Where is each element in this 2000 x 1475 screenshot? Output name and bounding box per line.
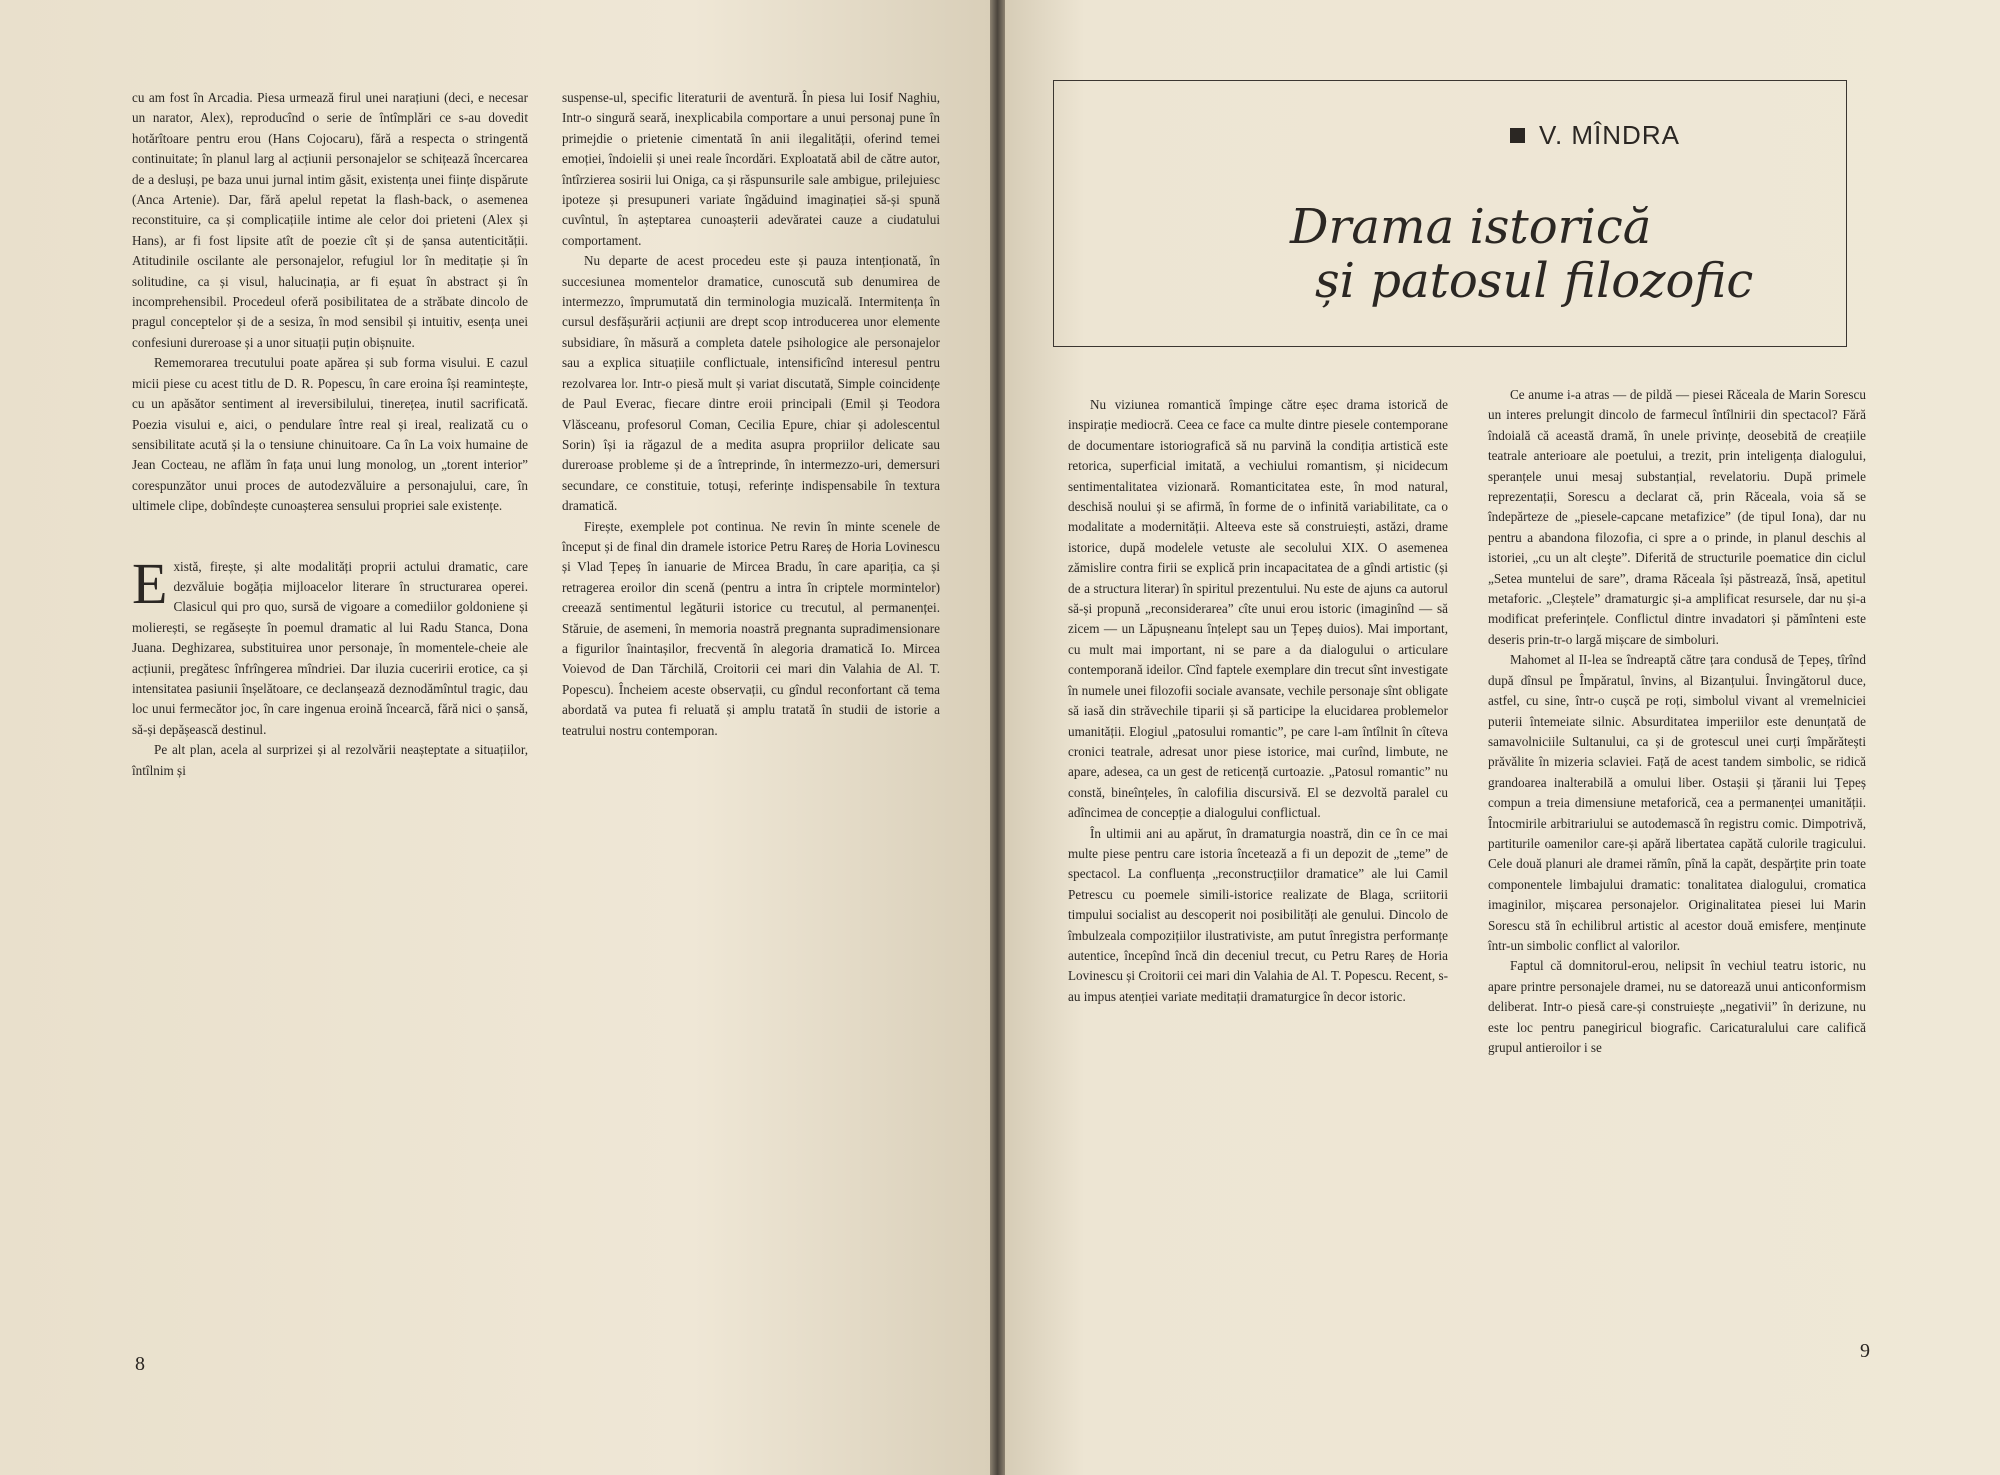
- left-page: [0, 0, 990, 1475]
- paragraph: Nu departe de acest procedeu este și pauza intenționată, în succesiunea momentelor dramatice, cunoscută sub denumirea de intermezzo, împrumutată din terminologia muzicală. Intermitența în cursul desfășurării acțiunii are drept scop introducerea unor elemente subsidiare, în măsură a completa datele psihologice ale personajelor sau a explica situațiile conflictuale, intensificînd interesul pentru rezolvarea lor. Intr-o piesă mult și variat discutată, Simple coincidențe de Paul Everac, fiecare dintre eroii principali (Emil și Teodora Vlăsceanu, profesorul Coman, Cecilia Epure, chiar și adolescentul Sorin) își ia răgazul de a medita asupra propriilor delicate sau dureroase probleme și de a întreprinde, în intermezzo-uri, demersuri secundare, ce constituie, totuși, referințe indispensabile în textura dramatică.: [562, 253, 940, 514]
- paragraph-text: xistă, firește, și alte modalități proprii actului dramatic, care dezvăluie bogăția mijloacelor literare în structurarea operei. Clasicul qui pro quo, sursă de vigoare a comediilor goldoniene și molierești, se regăsește în poemul dramatic al lui Radu Stanca, Dona Juana. Deghizarea, substituirea unor personaje, în momentele-cheie ale acțiunii, pregătesc înfrîngerea mîndriei. Dar iluzia cuceririi erotice, ca și intensitatea pasiunii înșelătoare, ce declanșează deznodămîntul tragic, dau loc unui fermecător joc, în care ingenua eroină încearcă, fără nici o șansă, să-și depășească destinul.: [132, 558, 528, 737]
- article-title: [1290, 200, 1830, 308]
- paragraph: Rememorarea trecutului poate apărea și sub forma visului. E cazul micii piese cu acest titlu de D. R. Popescu, în care eroina își reamintește, cu un apăsător sentiment al ireversibilului, tinerețea, inutil sacrificată. Poezia visului e, aici, o pendulare între real și ireal, realizată cu o sensibilitate acută și la o tensiune chinuitoare. Ca în La voix humaine de Jean Cocteau, ne aflăm în fața unui lung monolog, un „torent interior” corespunzător unui proces de autodezvăluire a personajului, care, în ultimele clipe, dobîndește cunoașterea sensului propriei sale existențe.: [132, 355, 528, 514]
- title-line-2: și patosul filozofic: [1315, 253, 1754, 309]
- author-text: V. MÎNDRA: [1539, 120, 1680, 150]
- paragraph: Pe alt plan, acela al surprizei și al rezolvării neașteptate a situațiilor, întîlnim și: [132, 742, 528, 778]
- paragraph: Nu viziunea romantică împinge către eșec drama istorică de inspirație mediocră. Ceea ce face ca multe dintre piesele contemporane de documentare istoriografică să nu parvină la condiția artistică este retorica, superficial imitată, a vechiului romantism, și nicidecum sentimentalitatea vizionară. Romanticitatea este, în mod natural, deschisă noului și se afirmă, în forme de o infinită variabilitate, ca o modalitate a modernității. Alteeva este să construiești, astăzi, drame istorice, după modelele vetuste ale secolului XIX. O asemenea zămislire contra firii se explică prin incapacitatea de a gîndi artistic (și de a structura literar) în spiritul prezentului. Nu este de ajuns ca autorul să-și propună „reconsiderarea” cîte unui erou istoric (imaginînd — să zicem — un Lăpușneanu înțelept sau un Țepeș duios). Mai important, cu mult mai important, ni se pare a da dialogului o articulare contemporană ideilor. Cînd faptele exemplare din trecut sînt investigate în numele unei filozofii sociale avansate, vechile personaje sînt obligate să iasă din străvechile tiparii și să participe la elucidarea problemelor umanității. Elogiul „patosului romantic”, pe care l-am întîlnit în cîteva cronici teatrale, adresat unor piese istorice, mai curînd, limbute, ne apare, adesea, ca un gest de reticență curtoazie. „Patosul romantic” nu constă, bineînțeles, în calofilia discursivă. El se dezvoltă paralel cu adîncimea de concepție a dialogului conflictual.: [1068, 397, 1448, 821]
- title-line-1: Drama istorică: [1290, 199, 1652, 255]
- author-name: [1510, 120, 1680, 151]
- paragraph: Ce anume i-a atras — de pildă — piesei Răceala de Marin Sorescu un interes prelungit dincolo de farmecul întîlnirii din spectacol? Fără îndoială că această dramă, în unele privințe, deosebită de creațiile teatrale anterioare ale poetului, a trezit, prin inteligența dialogului, speranțele unui mesaj substanțial, revelatoriu. După primele reprezentații, Sorescu a declarat că, prin Răceala, voia să se îndepărteze de „piesele-capcane metafizice” (de tipul Iona), dar nu pentru a abandona filozofia, ci spre a o prinde, in planul deschis al istoriei, „cu un alt cleşte”. Diferită de structurile poematice din ciclul „Setea muntelui de sare”, drama Răceala își păstrează, însă, apetitul metaforic. „Cleștele” dramaturgic și-a amplificat resursele, dar nu și-a modificat preferințele. Conflictul dintre invadatori și pămînteni este deseris prin-tr-o largă mișcare de simboluri.: [1488, 387, 1866, 647]
- paragraph: [132, 550, 528, 741]
- paragraph: În ultimii ani au apărut, în dramaturgia noastră, din ce în ce mai multe piese pentru care istoria încetează a fi un depozit de „teme” de spectacol. La confluența „reconstrucțiilor dramatice” ale lui Camil Petrescu cu poemele simili-istorice realizate de Blaga, scriitorii timpului socialist au descoperit noi posibilități ale genului. Dincolo de îmbulzeala compozițiilor ilustrativiste, am putut înregistra performanțe autentice, începînd încă din deceniul trecut, cu Petru Rareș de Horia Lovinescu și Croitorii cei mari din Valahia de Al. T. Popescu. Recent, s-au impus atenției variate meditații dramaturgice în decor istoric.: [1068, 825, 1448, 1004]
- right-column-1: [1068, 395, 1448, 1007]
- paragraph: suspense-ul, specific literaturii de aventură. În piesa lui Iosif Naghiu, Intr-o singură seară, inexplicabila comportare a unui personaj pune în primejdie o prietenie cimentată în anii ilegalității, oferind temei emoției, îndoielii și unei reale încordări. Exploatată abil de către autor, întîrzierea sosirii lui Oniga, ca și răspunsurile sale ambigue, prilejuiesc ipoteze și presupuneri variate îngăduind imaginației să-și spună cuvîntul, în așteptarea cunoașterii adevăratei cauze a ciudatului comportament.: [562, 90, 940, 248]
- page-number: 9: [1860, 1340, 1870, 1362]
- paragraph: Faptul că domnitorul-erou, nelipsit în vechiul teatru istoric, nu apare printre personajele dramei, nu se datorează unui anticonformism deliberat. Intr-o piesă care-și construiește „negativii” în derizune, nu este loc pentru panegiricul biografic. Caricaturalului care califică grupul antieroilor i se: [1488, 958, 1866, 1055]
- square-bullet-icon: [1510, 128, 1525, 143]
- left-column-2: [562, 88, 940, 741]
- left-column-1: [132, 88, 528, 781]
- book-gutter: [990, 0, 1005, 1475]
- drop-cap: E: [132, 550, 168, 616]
- page-number: 8: [135, 1353, 145, 1375]
- right-column-2: [1488, 385, 1866, 1058]
- paragraph: Firește, exemplele pot continua. Ne revin în minte scenele de început și de final din dramele istorice Petru Rareș de Horia Lovinescu și Vlad Țepeș în ianuarie de Mircea Bradu, în care apariția, ca și retragerea eroilor din scenă (pentru a intra în criptele mormintelor) creează sentimentul legăturii istorice cu trecutul, al permanenței. Stăruie, de asemeni, în memoria noastră pregnanta supradimensionare a figurilor înaintașilor, frecventă în alegoria dramatică Io. Mircea Voievod de Dan Tărchilă, Croitorii cei mari din Valahia de Al. T. Popescu). Încheiem aceste observații, cu gîndul reconfortant că tema abordată va putea fi reluată și amplu tratată în studii de istorie a teatrului nostru contemporan.: [562, 518, 940, 738]
- paragraph: cu am fost în Arcadia. Piesa urmează firul unei narațiuni (deci, e necesar un narator, Alex), reproducînd o serie de întîmplări ce s-au dovedit hotărîtoare pentru erou (Hans Cojocaru), fără a respecta o stringentă continuitate; în planul larg al acțiunii personajelor se schițează încercarea de a desluși, pe baza unui jurnal intim găsit, existența unei ființe dispărute (Anca Artenie). Dar, fără apelul repetat la flash-back, o asemenea reconstituire, ca și complicațiile intime ale celor doi prieteni (Alex și Hans), ar fi fost lipsite atît de poezie cît și de șansa autenticității. Atitudinile oscilante ale personajelor, refugiul lor în meditație și în solitudine, ca și visul, halucinația, ar fi eșuat în abstract și în incomprehensibil. Procedeul oferă posibilitatea de a străbate dincolo de pragul conceptelor și de a sesiza, în mod sensibil și intuitiv, esența unei confesiuni dureroase și a unor situații puțin obișnuite.: [132, 90, 528, 350]
- paragraph: Mahomet al II-lea se îndreaptă către țara condusă de Țepeș, tîrînd după dînsul pe Împăratul, învins, al Bizanțului. Învingătorul duce, astfel, cu sine, într-o cușcă pe roți, simbolul vivant al vremelniciei puterii întemeiate silnic. Absurditatea imperiilor este denunțată de samavolniciile Sultanului, ca și de grotescul unei curți împărătești prăvălite în mizeria sclaviei. Față de acest tandem simbolic, se ridică grandoarea inalterabilă a omului liber. Ostașii și țăranii lui Țepeș compun a treia dimensiune metaforică, cea a permanenței umanității. Întocmirile arbitrariului se autodemască în registru comic. Dimpotrivă, partiturile oamenilor care-și apără libertatea capătă culorile tragicului. Cele două planuri ale dramei rămîn, pînă la capăt, despărțite prin toate componentele limbajului dramatic: tonalitatea dialogului, cromatica imaginilor, mișcarea personajelor. Originalitatea piesei lui Marin Sorescu stă în echilibrul artistic al acestor două emisfere, menținute într-un simbolic conflict al valorilor.: [1488, 652, 1866, 953]
